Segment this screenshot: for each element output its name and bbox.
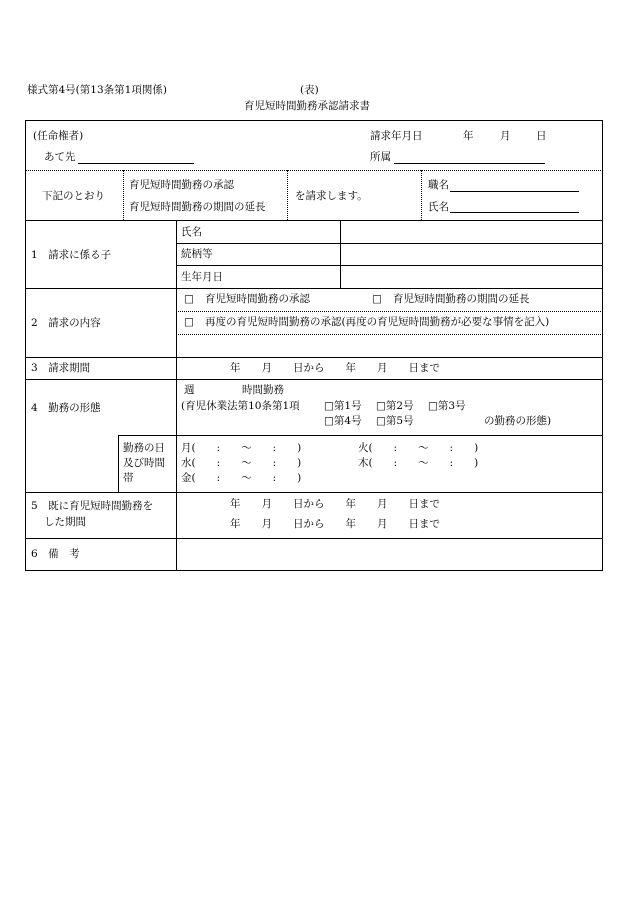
- days-label: 及び時間: [123, 457, 165, 469]
- authority-label: (任命権者): [33, 130, 84, 142]
- request-day-label: 日: [536, 130, 547, 142]
- request-tail: を請求します。: [295, 190, 368, 202]
- child-section-label: 1 請求に係る子: [31, 249, 112, 261]
- request-period[interactable]: 年 月 日から 年 月 日まで: [230, 362, 440, 374]
- past-period-2[interactable]: 年 月 日から 年 月 日まで: [230, 518, 440, 530]
- days-label: 帯: [123, 472, 134, 484]
- hours-label: 時間勤務: [242, 384, 284, 396]
- divider: [176, 220, 177, 571]
- request-date-label: 請求年月日: [370, 130, 423, 142]
- divider: [123, 170, 124, 220]
- remarks-label: 6 備 考: [31, 548, 80, 560]
- remarks-field[interactable]: [177, 539, 602, 570]
- divider: [176, 311, 603, 312]
- affiliation-field[interactable]: [394, 163, 545, 164]
- addressee-field[interactable]: [78, 163, 194, 164]
- extension-option-label: 育児短時間勤務の期間の延長: [393, 293, 530, 305]
- thursday-hours[interactable]: 木( : 〜 : ): [358, 457, 479, 469]
- approval-checkbox[interactable]: □: [184, 293, 194, 305]
- child-name-value[interactable]: [341, 221, 602, 242]
- divider: [25, 288, 603, 289]
- work-form-section-label: 4 勤務の形態: [31, 402, 101, 414]
- request-lead: 下記のとおり: [42, 190, 105, 202]
- affiliation-label: 所属: [370, 151, 391, 163]
- re-approval-option-label: 再度の育児短時間勤務の承認(再度の育児短時間勤務が必要な事情を記入): [205, 316, 550, 328]
- type3-checkbox[interactable]: □第3号: [428, 400, 466, 412]
- page-title: 育児短時間勤務承認請求書: [244, 100, 370, 112]
- child-birthdate-value[interactable]: [341, 266, 602, 287]
- type1-checkbox[interactable]: □第1号: [324, 400, 362, 412]
- type2-checkbox[interactable]: □第2号: [376, 400, 414, 412]
- past-period-1[interactable]: 年 月 日から 年 月 日まで: [230, 498, 440, 510]
- addressee-label: あて先: [44, 151, 76, 163]
- request-option-approval: 育児短時間勤務の承認: [129, 179, 234, 191]
- job-title-label: 職名: [428, 179, 449, 191]
- side-indicator: (表): [300, 84, 319, 96]
- divider: [118, 435, 603, 436]
- request-option-extension: 育児短時間勤務の期間の延長: [129, 201, 266, 213]
- divider: [25, 357, 603, 358]
- past-section-label: 5 既に育児短時間勤務を: [31, 500, 154, 512]
- re-approval-checkbox[interactable]: □: [184, 316, 194, 328]
- divider: [118, 435, 119, 492]
- child-name-label: 氏名: [181, 226, 202, 238]
- tuesday-hours[interactable]: 火( : 〜 : ): [358, 442, 479, 454]
- law-reference: (育児休業法第10条第1項: [181, 400, 300, 412]
- name-field[interactable]: [450, 212, 579, 213]
- week-label: 週: [184, 384, 195, 396]
- type4-checkbox[interactable]: □第4号: [324, 415, 362, 427]
- content-section-label: 2 請求の内容: [31, 317, 101, 329]
- name-label: 氏名: [428, 201, 449, 213]
- job-title-field[interactable]: [450, 191, 579, 192]
- child-relation-value[interactable]: [341, 244, 602, 264]
- request-year-label: 年: [463, 130, 474, 142]
- divider: [287, 170, 288, 220]
- period-section-label: 3 請求期間: [31, 362, 91, 374]
- days-label: 勤務の日: [123, 442, 165, 454]
- extension-checkbox[interactable]: □: [372, 293, 382, 305]
- divider: [421, 170, 422, 220]
- work-form-suffix: の勤務の形態): [484, 415, 552, 427]
- child-relation-label: 続柄等: [181, 248, 213, 260]
- approval-option-label: 育児短時間勤務の承認: [205, 293, 310, 305]
- reason-field[interactable]: [177, 336, 602, 356]
- friday-hours[interactable]: 金( : 〜 : ): [181, 472, 302, 484]
- wednesday-hours[interactable]: 水( : 〜 : ): [181, 457, 302, 469]
- child-birthdate-label: 生年月日: [181, 271, 223, 283]
- past-section-label: した期間: [44, 516, 86, 528]
- divider: [25, 379, 603, 380]
- form-number: 様式第4号(第13条第1項関係): [27, 84, 167, 96]
- divider: [25, 492, 603, 493]
- divider: [176, 334, 603, 335]
- request-month-label: 月: [500, 130, 511, 142]
- monday-hours[interactable]: 月( : 〜 : ): [181, 442, 302, 454]
- type5-checkbox[interactable]: □第5号: [376, 415, 414, 427]
- divider: [25, 170, 603, 171]
